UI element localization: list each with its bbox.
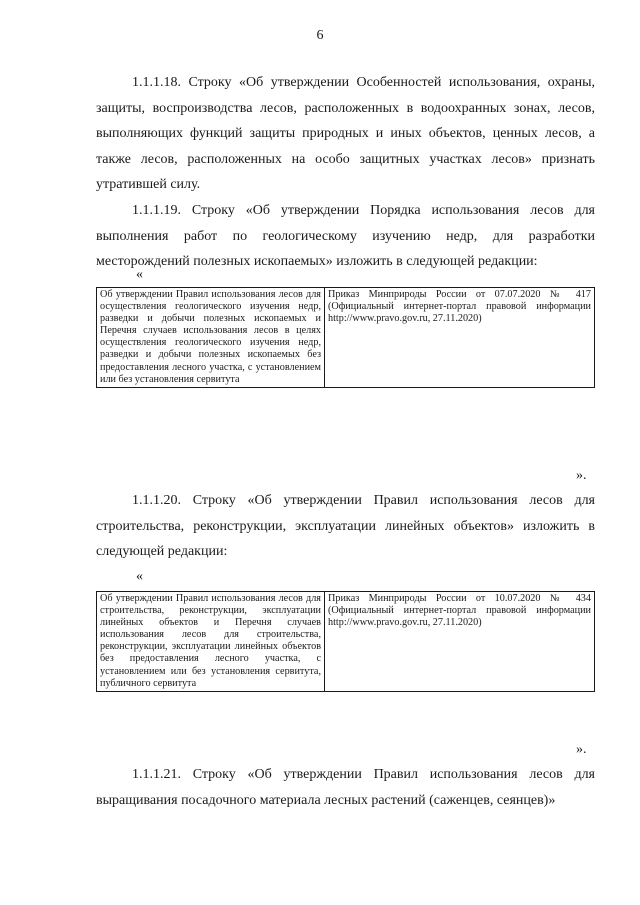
table-cell-title: Об утверждении Правил использования лесов для строительства, реконструкции, эксплуатации линейных объектов и Перечня случаев использования лесов для строительства, реконструкции, эксплуатации линейных объектов без предоставления лесного участка, с установлением или без установления сервитута, публичного сервитута	[97, 592, 325, 692]
open-quote-mark: «	[136, 267, 143, 282]
paragraph-1-1-1-20: 1.1.1.20. Строку «Об утверждении Правил использования лесов для строительства, реконструкции, эксплуатации линейных объектов» изложить в следующей редакции:	[96, 493, 595, 559]
close-quote-mark: ».	[576, 468, 587, 483]
paragraph-1-1-1-19: 1.1.1.19. Строку «Об утверждении Порядка использования лесов для выполнения работ по геологическому изучению недр, для разработки месторождений полезных ископаемых» изложить в следующей редакции:	[96, 203, 595, 269]
close-quote-mark: ».	[576, 742, 587, 757]
page-number: 6	[316, 28, 324, 43]
open-quote-mark: «	[136, 569, 143, 584]
amendment-table-1-1-1-20	[96, 591, 595, 692]
paragraph-1-1-1-18: 1.1.1.18. Строку «Об утверждении Особенностей использования, охраны, защиты, воспроизводства лесов, расположенных в водоохранных зонах, лесов, выполняющих функций защиты природных и иных объектов, ценных лесов, а также лесов, расположенных на особо защитных участках лесов» признать утратившей силу.	[96, 75, 595, 192]
table-cell-reference: Приказ Минприроды России от 10.07.2020 № 434 (Официальный интернет-портал правовой информации http://www.pravo.gov.ru, 27.11.2020)	[325, 592, 595, 692]
table-cell-title: Об утверждении Правил использования лесов для осуществления геологического изучения недр, разведки и добычи полезных ископаемых и Перечня случаев использования лесов в целях осуществления геологического изучения недр, разведки и добычи полезных ископаемых без предоставления лесного участка, с установлением или без установления сервитута	[97, 288, 325, 388]
table-row	[97, 592, 595, 692]
amendment-table-1-1-1-19	[96, 287, 595, 388]
table-row	[97, 288, 595, 388]
table-cell-reference: Приказ Минприроды России от 07.07.2020 № 417 (Официальный интернет-портал правовой информации http://www.pravo.gov.ru, 27.11.2020)	[325, 288, 595, 388]
paragraph-1-1-1-21: 1.1.1.21. Строку «Об утверждении Правил использования лесов для выращивания посадочного материала лесных растений (саженцев, сеянцев)»	[96, 767, 595, 808]
